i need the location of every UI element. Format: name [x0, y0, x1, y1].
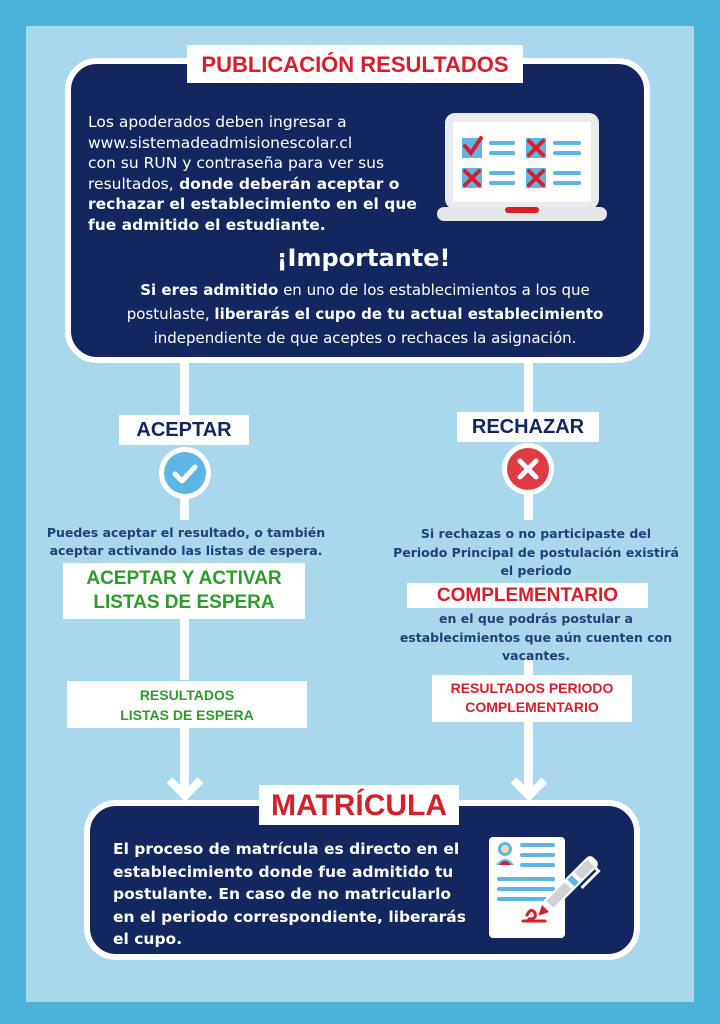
laptop-checklist-icon: [437, 110, 607, 225]
importante-line: independiente de que aceptes o rechaces la asignación.: [153, 329, 577, 347]
option-line: LISTAS DE ESPERA: [93, 592, 275, 613]
rechazar-description: [376, 525, 696, 581]
publicacion-title: PUBLICACIÓN RESULTADOS: [187, 45, 523, 83]
importante-line: [80, 278, 650, 302]
result-line: COMPLEMENTARIO: [465, 699, 599, 715]
importante-text: [80, 278, 650, 350]
intro-emphasis: rechazar el establecimiento en el que: [88, 195, 417, 213]
check-circle-icon: [157, 445, 213, 501]
complementario-description: [376, 610, 696, 666]
aceptar-description: [30, 524, 342, 560]
matricula-line: El proceso de matrícula es directo en el: [113, 840, 460, 858]
importante-emphasis: Si eres admitido: [140, 281, 279, 299]
matricula-line: postulante. En caso de no matricularlo: [113, 885, 452, 903]
resultados-listas-espera: [67, 681, 307, 728]
result-line: RESULTADOS PERIODO: [450, 680, 614, 696]
intro-emphasis: donde deberán aceptar o: [173, 174, 400, 193]
rechazar-desc-line: vacantes.: [502, 648, 570, 663]
matricula-text: [113, 838, 473, 951]
document-signing-icon: [485, 835, 620, 940]
rechazar-label: RECHAZAR: [457, 412, 599, 442]
intro-text: resultados,: [88, 174, 174, 193]
aceptar-label: ACEPTAR: [119, 415, 249, 445]
result-line: RESULTADOS: [139, 687, 235, 703]
matricula-title: MATRÍCULA: [259, 785, 459, 825]
intro-emphasis: fue admitido el estudiante.: [88, 215, 326, 234]
matricula-line: establecimiento donde fue admitido tu: [113, 862, 454, 881]
rechazar-desc-line: el periodo: [500, 563, 572, 578]
rechazar-desc-line: establecimientos que aún cuenten con: [399, 629, 673, 645]
website-url: www.sistemadeadmisionescolar.cl: [88, 133, 353, 152]
complementario-highlight: COMPLEMENTARIO: [407, 583, 648, 608]
intro-line: con su RUN y contraseña para ver sus: [88, 154, 385, 172]
rechazar-desc-line: Si rechazas o no participaste del: [420, 526, 652, 541]
importante-emphasis: liberarás el cupo de tu actual establecimiento: [214, 305, 604, 323]
publicacion-intro: [88, 112, 438, 235]
connector-left-top: [180, 360, 189, 420]
importante-text-part: en uno de los establecimientos a los que: [278, 281, 590, 299]
aceptar-desc-line: Puedes aceptar el resultado, o también: [46, 525, 326, 540]
option-line: ACEPTAR Y ACTIVAR: [86, 568, 282, 589]
matricula-line: en el periodo correspondiente, liberarás: [113, 907, 466, 926]
intro-line: [88, 174, 438, 195]
aceptar-desc-line: aceptar activando las listas de espera.: [49, 543, 323, 558]
rechazar-desc-line: Periodo Principal de postulación existirá: [393, 544, 679, 560]
matricula-line: el cupo.: [113, 930, 183, 948]
connector-left-low: [180, 610, 189, 680]
importante-title: ¡Importante!: [276, 244, 451, 272]
importante-text-part: postulaste,: [126, 305, 215, 323]
connector-right-top: [524, 360, 533, 415]
result-line: LISTAS DE ESPERA: [120, 707, 254, 723]
aceptar-activar-listas-option: [63, 563, 305, 619]
importante-line: [80, 302, 650, 326]
intro-line: Los apoderados deben ingresar a: [88, 113, 347, 131]
x-circle-icon: [500, 441, 556, 497]
rechazar-desc-line: en el que podrás postular a: [439, 611, 633, 626]
resultados-periodo-complementario: [432, 675, 632, 722]
